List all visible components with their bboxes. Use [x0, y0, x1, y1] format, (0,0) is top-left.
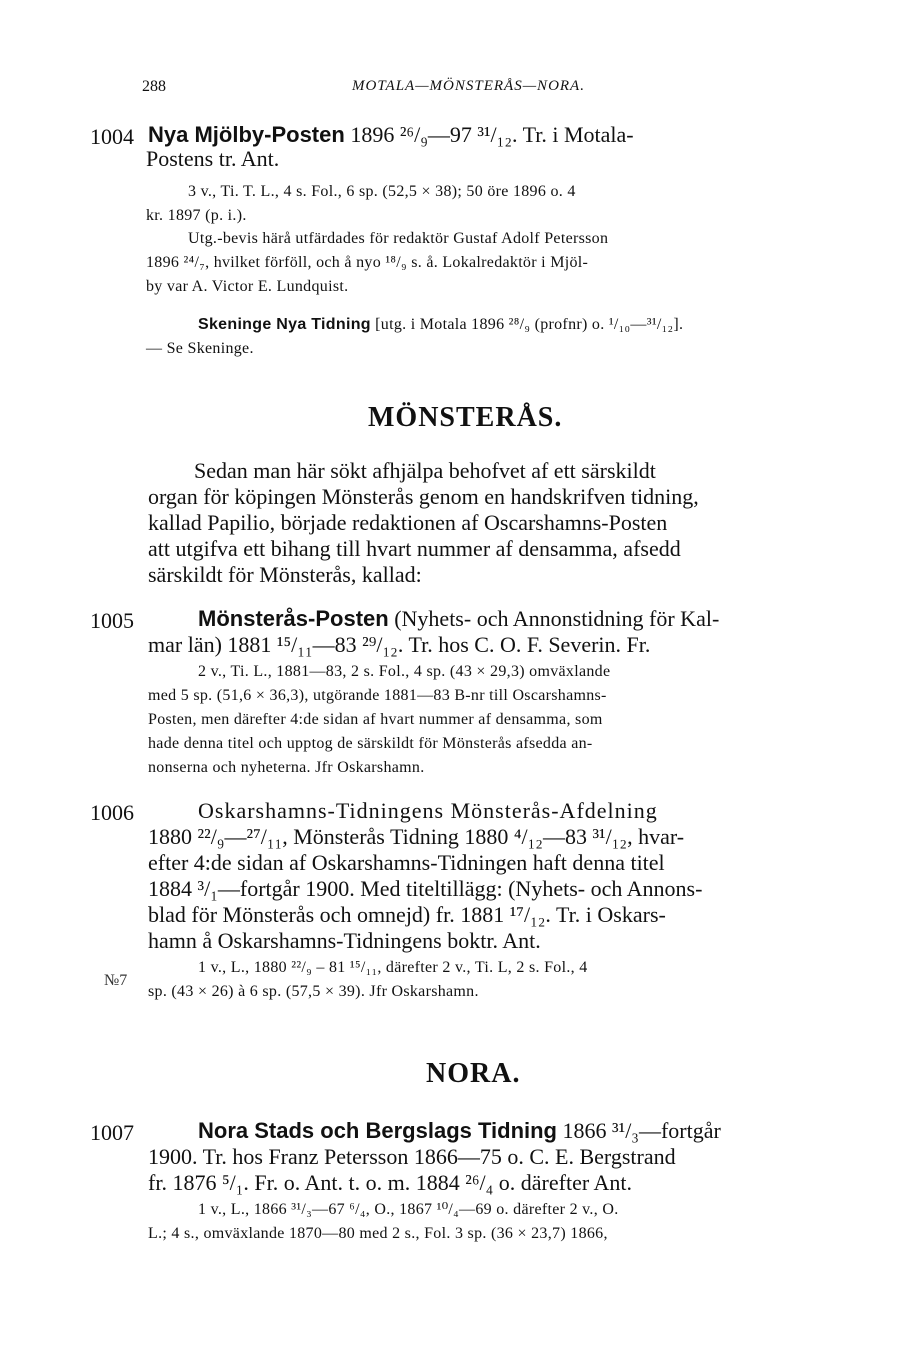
entry-1006-line-4: 1884 ³/₁—fortgår 1900. Med titeltillägg: (Nyhets- och Annons-	[148, 876, 703, 901]
page-number: 288	[142, 78, 166, 95]
entry-1005-line-2: mar län) 1881 ¹⁵/₁₁—83 ²⁹/₁₂. Tr. hos C. O. F. Severin. Fr.	[148, 632, 651, 657]
section-heading-nora: NORA.	[426, 1058, 521, 1089]
entry-1005-line-4: med 5 sp. (51,6 × 36,3), utgörande 1881—83 B-nr till Oscarshamns-	[148, 687, 607, 704]
entry-1004-line-9: — Se Skeninge.	[146, 340, 254, 357]
entry-1004-line-3: 3 v., Ti. T. L., 4 s. Fol., 6 sp. (52,5 × 38); 50 öre 1896 o. 4	[188, 183, 576, 200]
entry-1004-line-7: by var A. Victor E. Lundquist.	[146, 278, 349, 295]
entry-1004-line-4: kr. 1897 (p. i.).	[146, 207, 247, 224]
entry-1004-line-8: Skeninge Nya Tidning [utg. i Motala 1896 ²⁸/₉ (profnr) o. ¹/₁₀—³¹/₁₂].	[198, 316, 684, 333]
entry-1004-line-1: Nya Mjölby-Posten 1896 ²⁶/₉—97 ³¹/₁₂. Tr. i Motala-	[148, 122, 634, 147]
entry-1005-line-5: Posten, men därefter 4:de sidan af hvart nummer af densamma, som	[148, 711, 603, 728]
entry-number-1004: 1004	[90, 124, 134, 149]
entry-1004-line-5: Utg.-bevis härå utfärdades för redaktör Gustaf Adolf Petersson	[188, 230, 609, 247]
running-title: MOTALA—MÖNSTERÅS—NORA.	[352, 78, 585, 94]
entry-1007-line-4: 1 v., L., 1866 ³¹/₃—67 ⁶/₄, O., 1867 ¹⁰/₄—69 o. därefter 2 v., O.	[198, 1201, 619, 1218]
entry-1006-line-6: hamn å Oskarshamns-Tidningens boktr. Ant.	[148, 928, 541, 953]
intro-line-3: kallad Papilio, började redaktionen af Oscarshamns-Posten	[148, 510, 668, 535]
entry-number-1006: 1006	[90, 800, 134, 825]
section-heading-monsteras: MÖNSTERÅS.	[368, 402, 563, 433]
entry-1005-line-3: 2 v., Ti. L., 1881—83, 2 s. Fol., 4 sp. (43 × 29,3) omväxlande	[198, 663, 611, 680]
entry-1006-line-7: 1 v., L., 1880 ²²/₉ – 81 ¹⁵/₁₁, därefter 2 v., Ti. L, 2 s. Fol., 4	[198, 959, 588, 976]
entry-number-1007: 1007	[90, 1120, 134, 1145]
entry-1005-line-6: hade denna titel och upptog de särskildt för Mönsterås afsedda an-	[148, 735, 593, 752]
entry-number-1005: 1005	[90, 608, 134, 633]
intro-line-1: Sedan man här sökt afhjälpa behofvet af ett särskildt	[194, 458, 656, 483]
entry-1006-line-5: blad för Mönsterås och omnejd) fr. 1881 ¹⁷/₁₂. Tr. i Oskars-	[148, 902, 666, 927]
entry-1007-line-3: fr. 1876 ⁵/₁. Fr. o. Ant. t. o. m. 1884 ²⁶/₄ o. därefter Ant.	[148, 1170, 632, 1195]
handwritten-margin-note: №7	[104, 972, 128, 989]
entry-1007-line-1: Nora Stads och Bergslags Tidning 1866 ³¹/₃—fortgår	[198, 1118, 721, 1143]
entry-1005-line-1: Mönsterås-Posten (Nyhets- och Annonstidning för Kal-	[198, 606, 720, 631]
entry-1007-line-5: L.; 4 s., omväxlande 1870—80 med 2 s., Fol. 3 sp. (36 × 23,7) 1866,	[148, 1225, 608, 1242]
intro-line-2: organ för köpingen Mönsterås genom en handskrifven tidning,	[148, 484, 699, 509]
entry-1007-line-2: 1900. Tr. hos Franz Petersson 1866—75 o. C. E. Bergstrand	[148, 1144, 676, 1169]
entry-1004-line-6: 1896 ²⁴/₇, hvilket förföll, och å nyo ¹⁸/₉ s. å. Lokalredaktör i Mjöl-	[146, 254, 589, 271]
entry-1006-line-3: efter 4:de sidan af Oskarshamns-Tidningen haft denna titel	[148, 850, 665, 875]
entry-1005-line-7: nonserna och nyheterna. Jfr Oskarshamn.	[148, 759, 425, 776]
intro-line-4: att utgifva ett bihang till hvart nummer af densamma, afsedd	[148, 536, 681, 561]
entry-1006-line-1: Oskarshamns-Tidningens Mönsterås-Afdelning	[198, 798, 658, 823]
entry-1006-line-8: sp. (43 × 26) à 6 sp. (57,5 × 39). Jfr Oskarshamn.	[148, 983, 479, 1000]
intro-line-5: särskildt för Mönsterås, kallad:	[148, 562, 422, 587]
entry-1004-line-2: Postens tr. Ant.	[146, 146, 280, 171]
entry-1006-line-2: 1880 ²²/₉—²⁷/₁₁, Mönsterås Tidning 1880 ⁴/₁₂—83 ³¹/₁₂, hvar-	[148, 824, 685, 849]
